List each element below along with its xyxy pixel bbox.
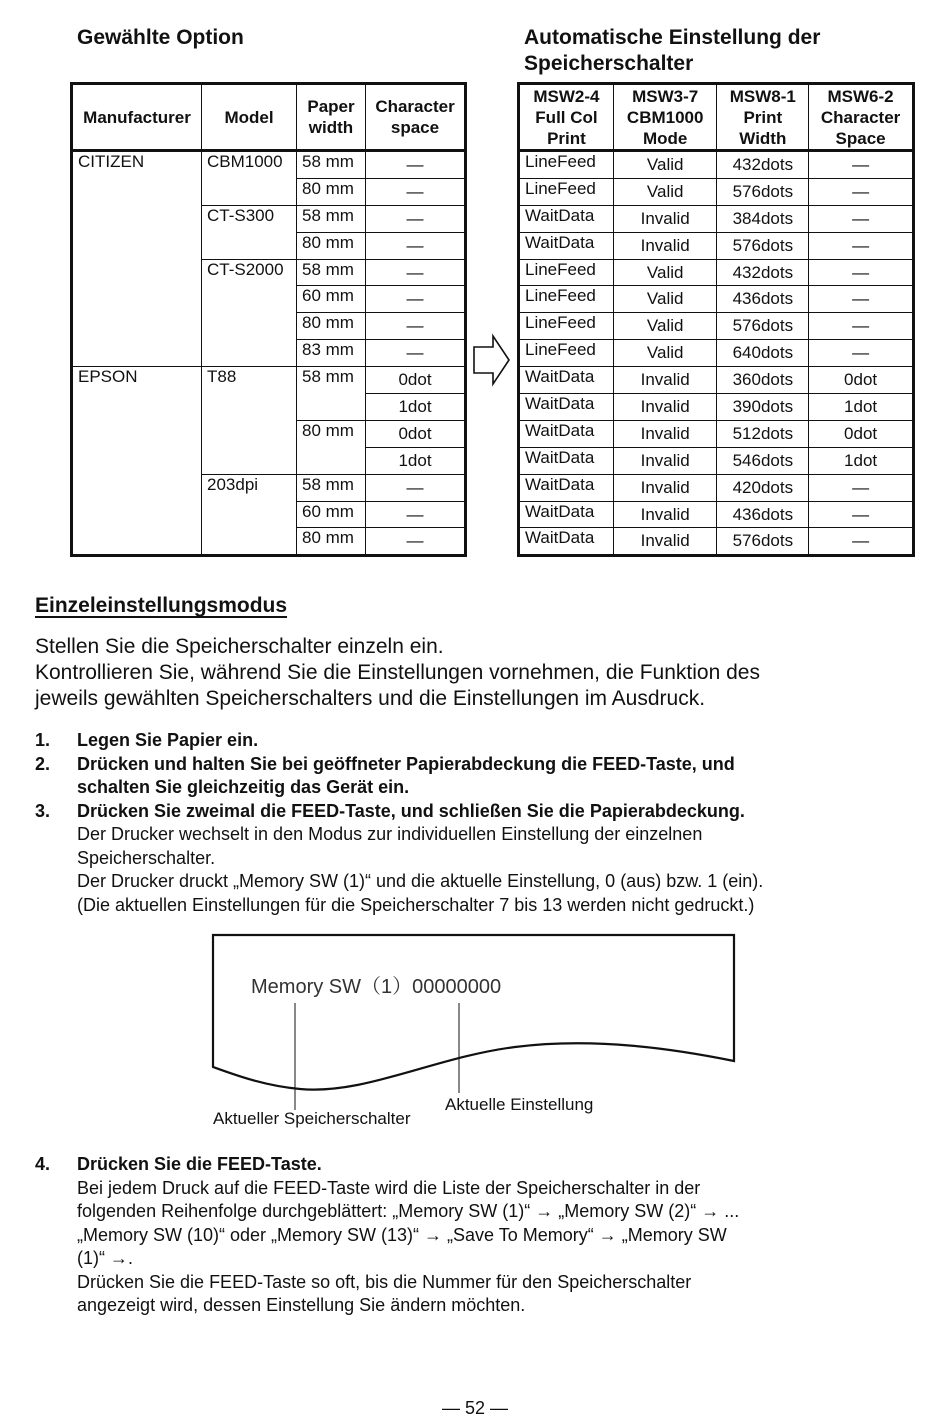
step-title: Drücken und halten Sie bei geöffneter Papierabdeckung die FEED-Taste, und	[77, 753, 735, 774]
label-current-switch: Aktueller Speicherschalter	[213, 1109, 411, 1128]
cell-paper-width: 80 mm	[297, 420, 366, 474]
section-title: Einzeleinstellungsmodus	[35, 594, 288, 617]
cell-character-space: —	[366, 313, 466, 340]
step-item	[35, 753, 925, 800]
cell-cbm1000-mode: Valid	[613, 151, 717, 179]
cell-cbm1000-mode: Invalid	[613, 420, 717, 447]
step-title: Drücken Sie die FEED-Taste.	[77, 1154, 322, 1174]
cell-character-space: —	[809, 286, 914, 313]
table-row	[519, 420, 914, 447]
intro-line: Stellen Sie die Speicherschalter einzeln ein.	[35, 635, 444, 658]
column-header: Character space	[366, 84, 466, 151]
cell-cbm1000-mode: Invalid	[613, 232, 717, 259]
cell-character-space: —	[366, 286, 466, 313]
cell-paper-width: 60 mm	[297, 501, 366, 528]
right-heading	[524, 25, 820, 77]
cell-print-width: 576dots	[717, 313, 809, 340]
cell-full-col-print: WaitData	[519, 394, 614, 421]
step-number: 4.	[35, 1154, 51, 1174]
cell-character-space: —	[809, 205, 914, 232]
cell-cbm1000-mode: Valid	[613, 259, 717, 286]
cell-paper-width: 58 mm	[297, 367, 366, 421]
cell-manufacturer: CITIZEN	[72, 151, 202, 367]
table-row	[519, 501, 914, 528]
cell-cbm1000-mode: Invalid	[613, 205, 717, 232]
table-row	[519, 313, 914, 340]
cell-print-width: 436dots	[717, 501, 809, 528]
cell-print-width: 576dots	[717, 528, 809, 556]
step-text: (1)“ →.	[77, 1248, 133, 1268]
cell-character-space: —	[366, 474, 466, 501]
table-row	[519, 232, 914, 259]
cell-full-col-print: WaitData	[519, 501, 614, 528]
step-text: Speicherschalter.	[77, 847, 216, 868]
column-header: Manufacturer	[72, 84, 202, 151]
step-text: (Die aktuellen Einstellungen für die Speicherschalter 7 bis 13 werden nicht gedruckt.)	[77, 894, 755, 915]
step-number: 2.	[35, 753, 51, 774]
table-row	[519, 151, 914, 179]
right-heading-line1: Automatische Einstellung der	[524, 26, 821, 49]
cell-manufacturer: EPSON	[72, 367, 202, 556]
cell-full-col-print: LineFeed	[519, 151, 614, 179]
table-row	[519, 259, 914, 286]
cell-character-space: —	[366, 151, 466, 179]
column-header: MSW6-2 Character Space	[809, 84, 914, 151]
label-current-setting: Aktuelle Einstellung	[445, 1095, 594, 1114]
arrow-right-icon	[471, 333, 513, 387]
step-text: angezeigt wird, dessen Einstellung Sie ändern möchten.	[77, 1295, 526, 1315]
cell-character-space: —	[809, 151, 914, 179]
step-body	[77, 729, 925, 753]
intro-text	[35, 634, 935, 712]
cell-cbm1000-mode: Invalid	[613, 394, 717, 421]
cell-character-space: —	[366, 232, 466, 259]
table-row	[519, 205, 914, 232]
step-number: 3.	[35, 800, 51, 821]
table-row	[519, 447, 914, 474]
step-body	[77, 1153, 925, 1318]
cell-paper-width: 58 mm	[297, 474, 366, 501]
cell-full-col-print: LineFeed	[519, 259, 614, 286]
cell-model: CBM1000	[202, 151, 297, 206]
cell-paper-width: 58 mm	[297, 151, 366, 179]
cell-print-width: 576dots	[717, 178, 809, 205]
cell-model: CT-S2000	[202, 259, 297, 367]
step-item	[35, 729, 925, 753]
cell-character-space: 1dot	[366, 447, 466, 474]
cell-full-col-print: WaitData	[519, 528, 614, 556]
cell-cbm1000-mode: Invalid	[613, 474, 717, 501]
intro-line: jeweils gewählten Speicherschalters und die Einstellungen im Ausdruck.	[35, 687, 706, 710]
cell-paper-width: 83 mm	[297, 340, 366, 367]
cell-character-space: —	[809, 259, 914, 286]
table-row	[519, 474, 914, 501]
cell-character-space: 0dot	[809, 420, 914, 447]
cell-character-space: —	[366, 501, 466, 528]
step-text: Der Drucker druckt „Memory SW (1)“ und die aktuelle Einstellung, 0 (aus) bzw. 1 (ein).	[77, 871, 764, 891]
cell-print-width: 420dots	[717, 474, 809, 501]
cell-print-width: 432dots	[717, 151, 809, 179]
left-heading: Gewählte Option	[77, 26, 244, 49]
cell-full-col-print: LineFeed	[519, 178, 614, 205]
cell-character-space: 0dot	[366, 420, 466, 447]
cell-character-space: —	[809, 501, 914, 528]
cell-character-space: —	[366, 205, 466, 232]
step-4	[35, 1153, 925, 1318]
cell-full-col-print: WaitData	[519, 474, 614, 501]
printout-text: Memory SW（1）00000000	[251, 976, 502, 998]
cell-print-width: 432dots	[717, 259, 809, 286]
cell-character-space: —	[366, 340, 466, 367]
cell-character-space: —	[809, 528, 914, 556]
table-row	[72, 367, 466, 394]
cell-paper-width: 80 mm	[297, 178, 366, 205]
cell-character-space: —	[809, 340, 914, 367]
table-row	[519, 394, 914, 421]
cell-paper-width: 80 mm	[297, 232, 366, 259]
cell-print-width: 360dots	[717, 367, 809, 394]
cell-character-space: 1dot	[809, 394, 914, 421]
cell-print-width: 436dots	[717, 286, 809, 313]
cell-model: CT-S300	[202, 205, 297, 259]
table-row	[519, 528, 914, 556]
step-body	[77, 800, 925, 918]
cell-paper-width: 58 mm	[297, 205, 366, 232]
cell-full-col-print: LineFeed	[519, 286, 614, 313]
step-item	[35, 800, 925, 918]
intro-line: Kontrollieren Sie, während Sie die Einstellungen vornehmen, die Funktion des	[35, 661, 760, 684]
step-body	[77, 753, 925, 800]
cell-print-width: 512dots	[717, 420, 809, 447]
cell-print-width: 546dots	[717, 447, 809, 474]
column-header: MSW2-4 Full Col Print	[519, 84, 614, 151]
cell-cbm1000-mode: Invalid	[613, 501, 717, 528]
table-row	[519, 286, 914, 313]
cell-full-col-print: WaitData	[519, 232, 614, 259]
cell-model: T88	[202, 367, 297, 475]
cell-print-width: 384dots	[717, 205, 809, 232]
cell-cbm1000-mode: Valid	[613, 286, 717, 313]
cell-full-col-print: WaitData	[519, 447, 614, 474]
cell-character-space: 1dot	[366, 394, 466, 421]
cell-print-width: 640dots	[717, 340, 809, 367]
step-text: Der Drucker wechselt in den Modus zur individuellen Einstellung der einzelnen	[77, 824, 703, 844]
step-text: Bei jedem Druck auf die FEED-Taste wird die Liste der Speicherschalter in der	[77, 1177, 701, 1198]
cell-character-space: —	[366, 528, 466, 556]
cell-full-col-print: WaitData	[519, 367, 614, 394]
selected-option-table	[70, 82, 467, 557]
step-title: Legen Sie Papier ein.	[77, 730, 259, 750]
cell-character-space: —	[809, 313, 914, 340]
table-row	[519, 340, 914, 367]
right-heading-line2: Speicherschalter	[524, 52, 694, 75]
cell-character-space: —	[809, 474, 914, 501]
table-row	[72, 151, 466, 179]
step-text: folgenden Reihenfolge durchgeblättert: „Memory SW (1)“ → „Memory SW (2)“ → ...	[77, 1201, 740, 1221]
cell-full-col-print: WaitData	[519, 205, 614, 232]
cell-cbm1000-mode: Valid	[613, 340, 717, 367]
cell-full-col-print: WaitData	[519, 420, 614, 447]
page-number: — 52 —	[441, 1398, 509, 1418]
cell-character-space: 0dot	[809, 367, 914, 394]
column-header: Paper width	[297, 84, 366, 151]
cell-print-width: 576dots	[717, 232, 809, 259]
cell-character-space: 1dot	[809, 447, 914, 474]
cell-cbm1000-mode: Valid	[613, 313, 717, 340]
printout-figure	[205, 925, 745, 1135]
cell-paper-width: 80 mm	[297, 313, 366, 340]
steps-list	[35, 729, 925, 917]
cell-paper-width: 80 mm	[297, 528, 366, 556]
cell-cbm1000-mode: Invalid	[613, 528, 717, 556]
step-title: Drücken Sie zweimal die FEED-Taste, und schließen Sie die Papierabdeckung.	[77, 800, 745, 821]
cell-character-space: —	[809, 232, 914, 259]
cell-character-space: —	[809, 178, 914, 205]
column-header: MSW8-1 Print Width	[717, 84, 809, 151]
column-header: Model	[202, 84, 297, 151]
step-number: 1.	[35, 730, 51, 750]
cell-cbm1000-mode: Invalid	[613, 447, 717, 474]
step-text: „Memory SW (10)“ oder „Memory SW (13)“ → „Save To Memory“ → „Memory SW	[77, 1224, 727, 1245]
cell-cbm1000-mode: Invalid	[613, 367, 717, 394]
cell-full-col-print: LineFeed	[519, 340, 614, 367]
cell-cbm1000-mode: Valid	[613, 178, 717, 205]
table-row	[519, 178, 914, 205]
cell-print-width: 390dots	[717, 394, 809, 421]
step-text: Drücken Sie die FEED-Taste so oft, bis die Nummer für den Speicherschalter	[77, 1271, 692, 1292]
cell-character-space: —	[366, 178, 466, 205]
cell-paper-width: 60 mm	[297, 286, 366, 313]
cell-paper-width: 58 mm	[297, 259, 366, 286]
cell-model: 203dpi	[202, 474, 297, 556]
cell-full-col-print: LineFeed	[519, 313, 614, 340]
column-header: MSW3-7 CBM1000 Mode	[613, 84, 717, 151]
cell-character-space: —	[366, 259, 466, 286]
step-title: schalten Sie gleichzeitig das Gerät ein.	[77, 777, 410, 797]
cell-character-space: 0dot	[366, 367, 466, 394]
table-row	[519, 367, 914, 394]
memory-switch-table	[517, 82, 915, 557]
